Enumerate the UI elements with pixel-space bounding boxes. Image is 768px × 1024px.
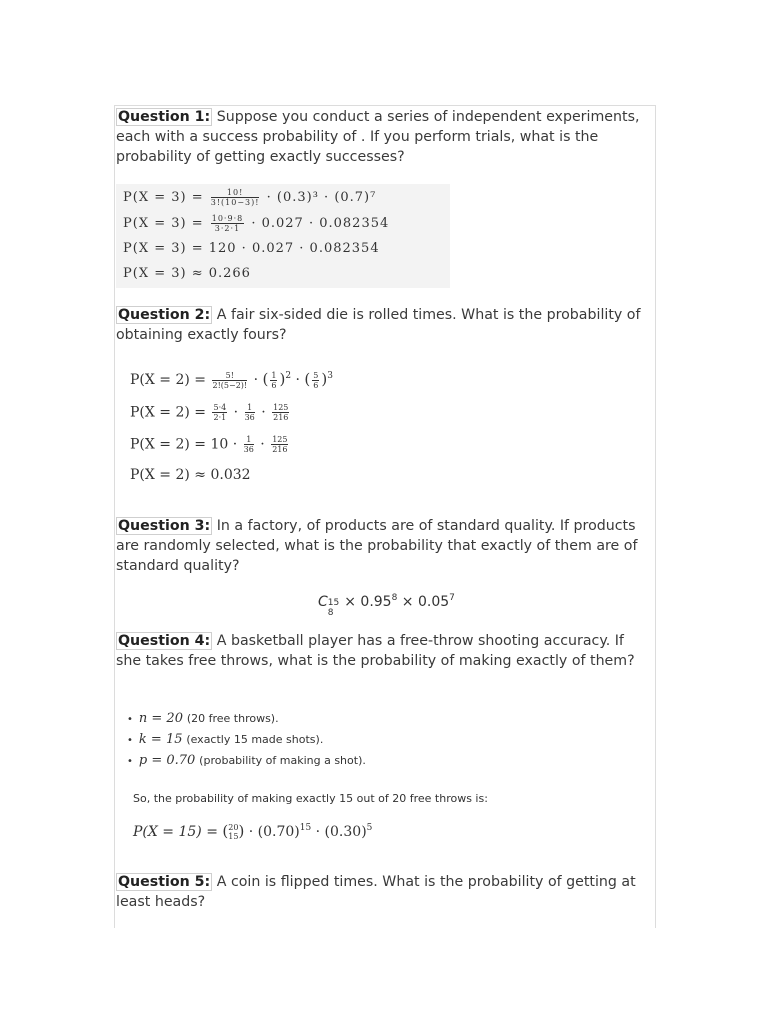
q4-bullet-1: • n = 20 (20 free throws).	[127, 711, 279, 726]
q1-line-4: P(X = 3) ≈ 0.266	[123, 266, 251, 281]
q3-formula: C 15 8 × $0.95^8 \times 0.05^7$	[318, 593, 455, 618]
question-2-text: A fair six-sided die is rolled times. What is the probability of obtaining exactly fours?	[116, 307, 641, 343]
q2-line-3: P(X = 2) = 10 · $\frac{1}{36}$ · $\frac{125}{216}$	[130, 435, 288, 454]
q1-line-3: P(X = 3) = 120 · 0.027 · 0.082354	[123, 241, 380, 256]
question-5	[116, 872, 646, 912]
q2-line-2: P(X = 2) = $\frac{5\cdot 4}{2\cdot 1}$ · $\frac{1}{36}$ · $\frac{125}{216}$	[130, 403, 289, 422]
question-4	[116, 631, 646, 671]
question-5-label: Question 5:	[118, 874, 211, 890]
q4-formula: P(X = 15) = ( 20 15 ) · $(0.70)^{15} \cdot (0.30)^5$	[133, 822, 373, 841]
question-2-label: Question 2:	[118, 307, 211, 323]
question-5-text: A coin is flipped times. What is the probability of getting at least heads?	[116, 874, 636, 910]
question-1-text: Suppose you conduct a series of independent experiments, each with a success probability of . If you perform trials, what is the probability of getting exactly successes?	[116, 109, 640, 165]
question-4-text: A basketball player has a free-throw shooting accuracy. If she takes free throws, what is the probability of making exactly of them?	[116, 633, 635, 669]
q1-line-2: P(X = 3) = $\frac{10\cdot 9\cdot 8}{3\cdot 2\cdot 1}$ · 0.027 · 0.082354	[123, 214, 390, 233]
question-2	[116, 305, 646, 345]
q4-bullet-2: • k = 15 (exactly 15 made shots).	[127, 732, 324, 747]
q2-line-1: P(X = 2) = $\frac{5!}{2!(5-2)!}$ · ( $\frac{1}{6}$ )$^2$ · ( $\frac{5}{6}$ )$^3$	[130, 370, 333, 390]
q4-bullet-3: • p = 0.70 (probability of making a shot).	[127, 753, 366, 768]
question-1-label: Question 1:	[118, 109, 211, 125]
question-3-text: In a factory, of products are of standard quality. If products are randomly selected, what is the probability that exactly of them are of standard quality?	[116, 518, 638, 574]
question-3-label: Question 3:	[118, 518, 211, 534]
q2-line-4: P(X = 2) ≈ 0.032	[130, 467, 251, 483]
q1-line-1: P(X = 3) = $\frac{10!}{3!(10-3)!}$ · (0.3)³ · (0.7)⁷	[123, 188, 377, 207]
question-1	[116, 107, 646, 167]
question-3	[116, 516, 646, 576]
q4-summary-text: So, the probability of making exactly 15 out of 20 free throws is:	[133, 792, 488, 805]
question-4-label: Question 4:	[118, 633, 211, 649]
